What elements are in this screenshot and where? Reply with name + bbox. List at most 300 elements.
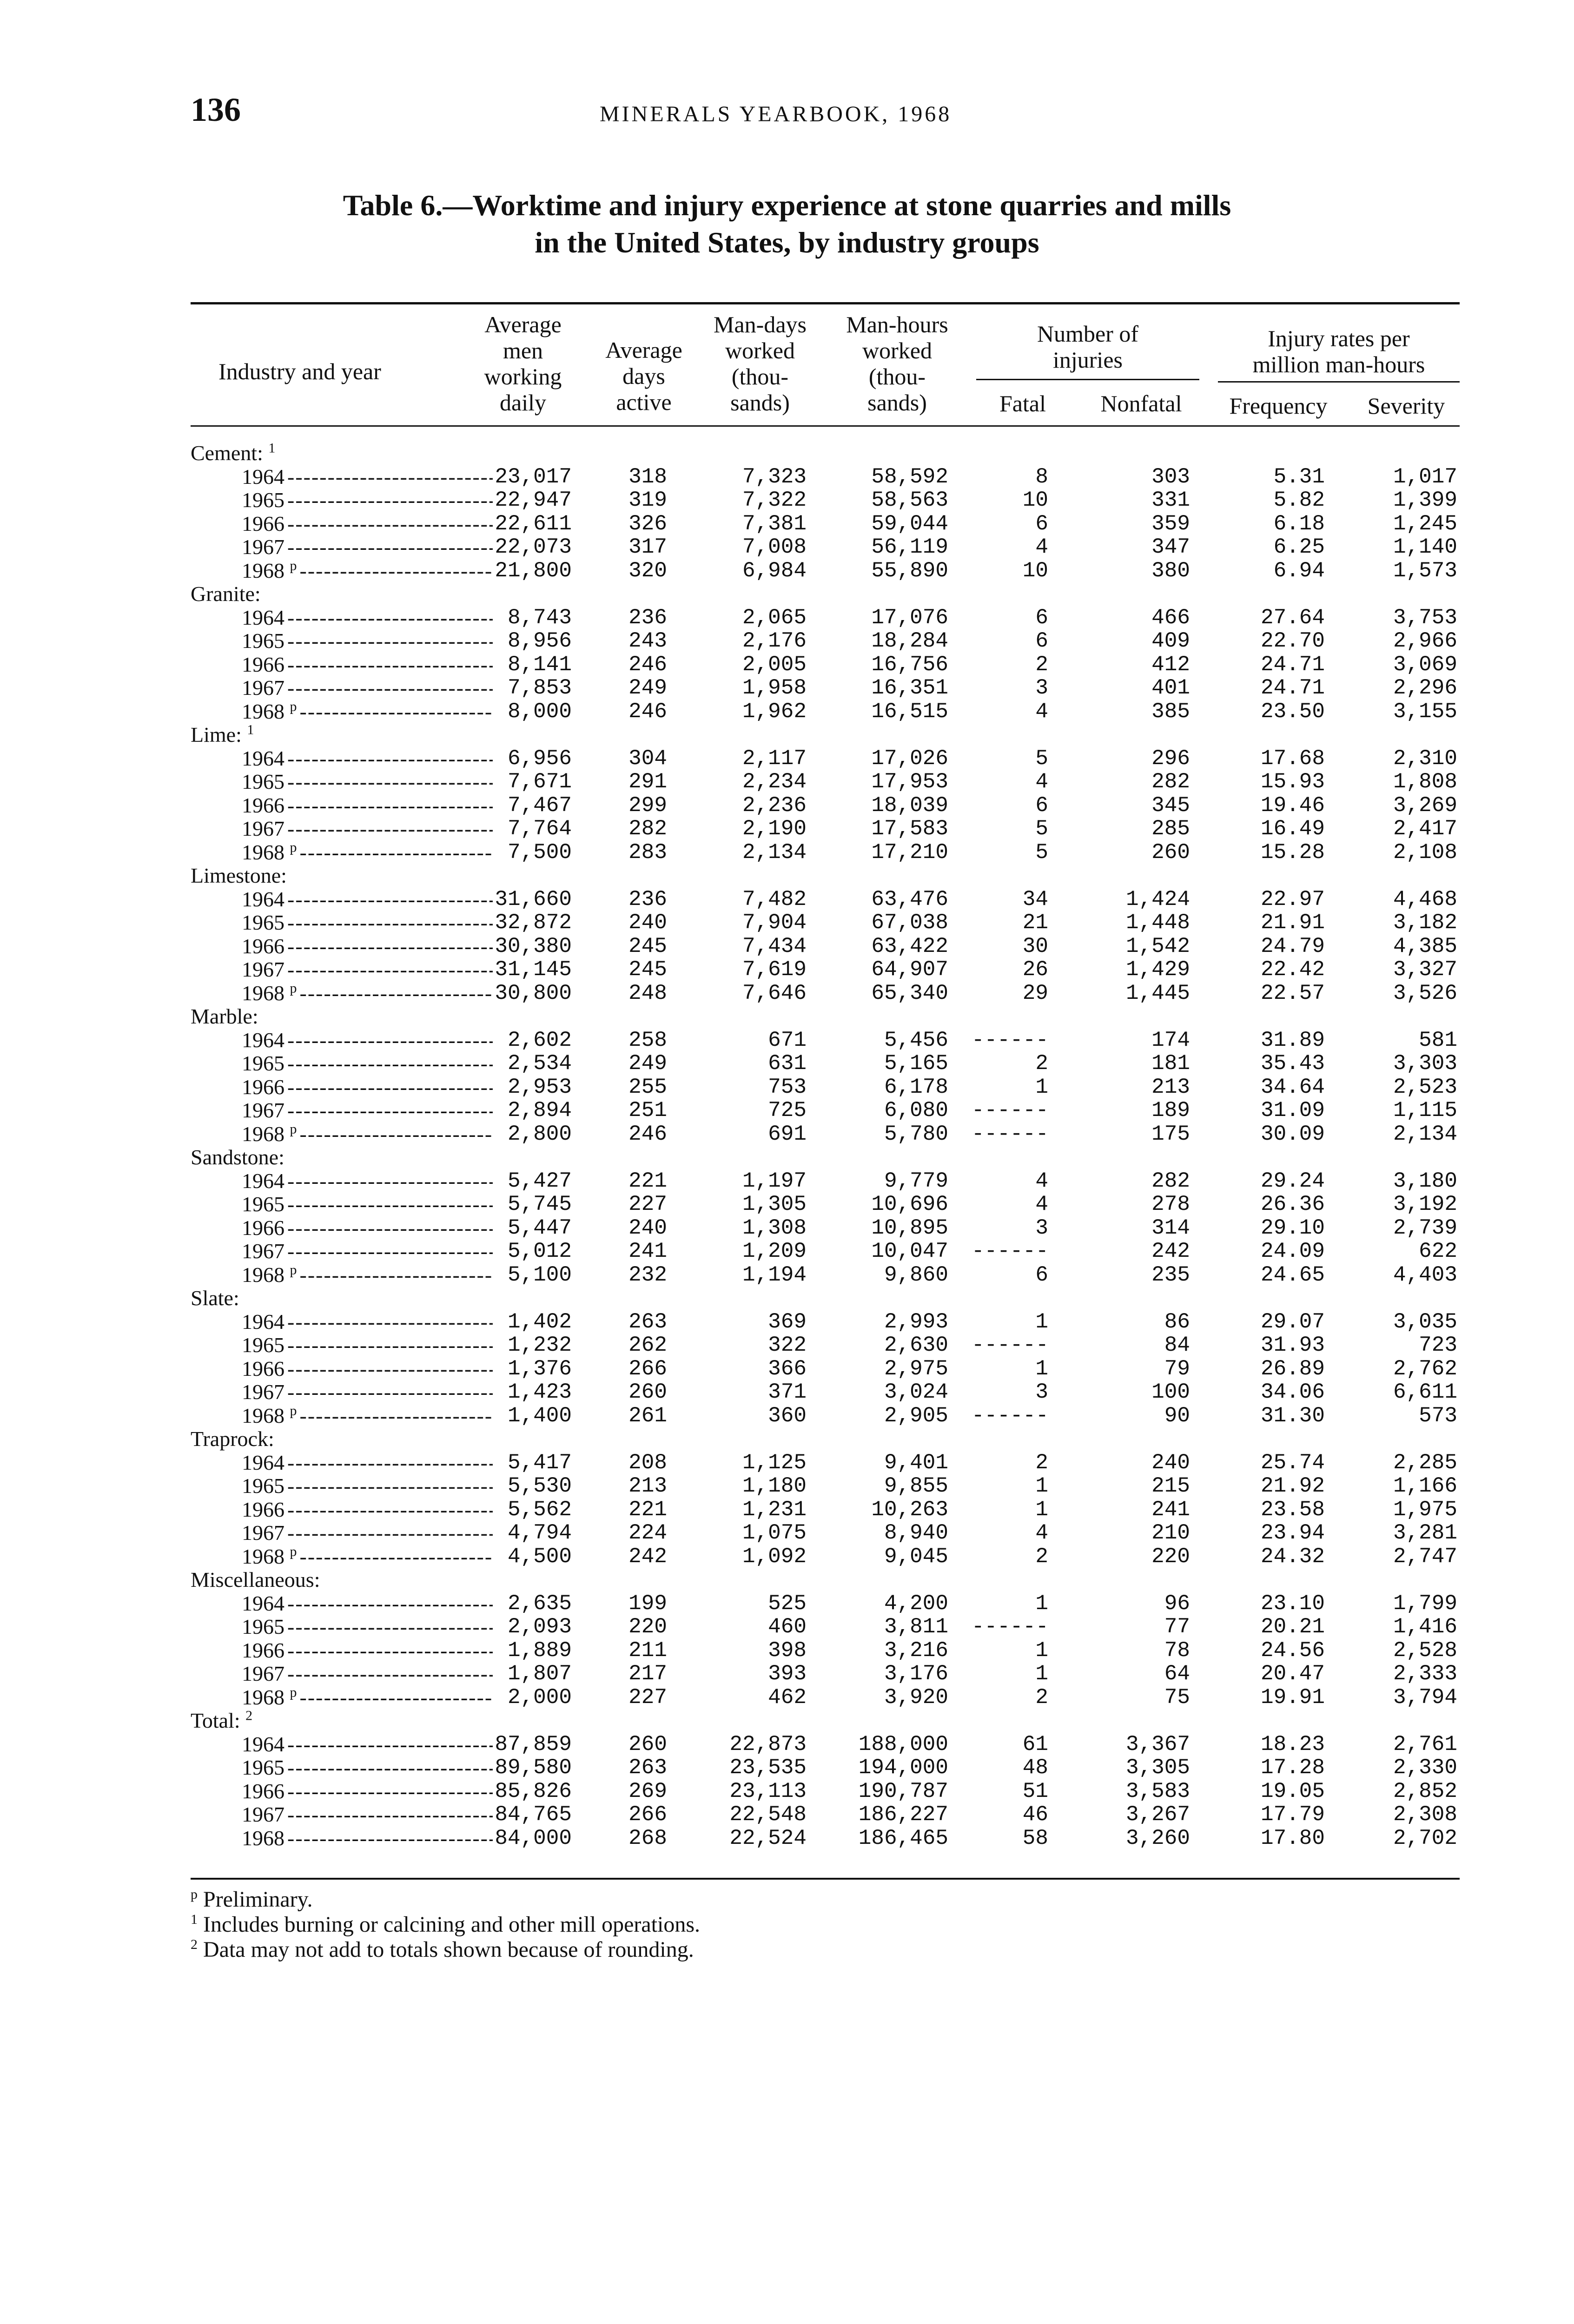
year-text: 1966: [242, 793, 284, 817]
severity-cell: 2,702: [1393, 1826, 1457, 1850]
nonfatal-cell: 347: [1151, 535, 1190, 559]
group-label-text: Limestone:: [191, 864, 287, 887]
running-head: MINERALS YEARBOOK, 1968: [600, 102, 952, 126]
nonfatal-cell: 84: [1164, 1333, 1190, 1357]
avg-days-cell: 246: [628, 699, 667, 724]
man-days-cell: 2,117: [742, 746, 807, 771]
severity-cell: 3,180: [1393, 1169, 1457, 1193]
year-text: 1964: [242, 887, 284, 911]
severity-cell: 3,269: [1393, 793, 1457, 818]
severity-cell: 2,330: [1393, 1756, 1457, 1780]
avg-days-cell: 317: [628, 535, 667, 559]
header-average-men: [470, 311, 576, 416]
man-hours-cell: 18,284: [871, 629, 948, 653]
table-row: [0, 1498, 1574, 1522]
man-hours-cell: 10,895: [871, 1215, 948, 1240]
nonfatal-cell: 282: [1151, 1169, 1190, 1193]
table-row: [0, 465, 1574, 489]
frequency-cell: 24.56: [1260, 1638, 1325, 1663]
frequency-cell: 31.93: [1260, 1333, 1325, 1357]
fatal-cell: 48: [1022, 1756, 1048, 1780]
year-cell: [242, 1803, 493, 1826]
preliminary-mark: p: [290, 559, 297, 574]
year-cell: [242, 1216, 493, 1240]
avg-men-cell: 2,953: [507, 1075, 572, 1099]
year-cell: [242, 1052, 493, 1075]
year-cell: [242, 1193, 493, 1216]
avg-men-cell: 8,141: [507, 652, 572, 677]
man-days-cell: 2,236: [742, 793, 807, 818]
group-label-text: Slate:: [191, 1286, 239, 1310]
severity-cell: 3,526: [1393, 981, 1457, 1005]
severity-cell: 2,285: [1393, 1450, 1457, 1475]
nonfatal-cell: 285: [1151, 817, 1190, 841]
nonfatal-cell: 210: [1151, 1521, 1190, 1545]
fatal-cell: 26: [1022, 957, 1048, 982]
group-label-text: Marble:: [191, 1004, 258, 1028]
frequency-cell: 24.09: [1260, 1239, 1325, 1263]
table-row: [0, 1803, 1574, 1827]
year-cell: [242, 958, 493, 981]
group-label-text: Traprock:: [191, 1427, 274, 1451]
man-days-cell: 631: [768, 1051, 807, 1076]
nonfatal-cell: 213: [1151, 1075, 1190, 1099]
nonfatal-cell: 100: [1151, 1380, 1190, 1404]
avg-men-cell: 1,402: [507, 1309, 572, 1334]
year-cell: [242, 559, 493, 582]
man-days-cell: 1,231: [742, 1497, 807, 1522]
fatal-cell: 1: [1035, 1075, 1048, 1099]
man-days-cell: 22,873: [729, 1732, 807, 1756]
table-row: [0, 559, 1574, 583]
avg-men-cell: 30,800: [495, 981, 572, 1005]
avg-men-cell: 7,467: [507, 793, 572, 818]
fatal-cell: 8: [1035, 464, 1048, 489]
avg-men-cell: 22,611: [495, 511, 572, 536]
man-hours-cell: 2,993: [884, 1309, 948, 1334]
severity-cell: 1,573: [1393, 558, 1457, 583]
table-row: [0, 1099, 1574, 1122]
man-hours-cell: 3,176: [884, 1662, 948, 1686]
frequency-cell: 6.18: [1273, 511, 1325, 536]
year-text: 1968: [242, 1404, 284, 1427]
year-text: 1967: [242, 535, 284, 559]
nonfatal-cell: 345: [1151, 793, 1190, 818]
header-text: daily: [500, 390, 546, 416]
group-row: [0, 442, 1574, 465]
footnote-mark: p: [191, 1887, 198, 1902]
avg-days-cell: 240: [628, 911, 667, 935]
severity-cell: 573: [1419, 1403, 1457, 1428]
footnotes: [191, 1887, 700, 1962]
nonfatal-cell: 278: [1151, 1192, 1190, 1216]
avg-men-cell: 1,889: [507, 1638, 572, 1663]
avg-men-cell: 8,743: [507, 605, 572, 630]
man-hours-cell: 16,756: [871, 652, 948, 677]
header-text: Average: [484, 311, 562, 337]
table-row: [0, 770, 1574, 794]
avg-men-cell: 22,073: [495, 535, 572, 559]
fatal-cell: ------: [972, 1403, 1049, 1428]
man-days-cell: 369: [768, 1309, 807, 1334]
year-cell: [242, 1498, 493, 1521]
preliminary-mark: p: [290, 700, 297, 714]
nonfatal-cell: 3,305: [1125, 1756, 1190, 1780]
year-text: 1965: [242, 1052, 284, 1075]
year-text: 1968: [242, 559, 284, 582]
avg-days-cell: 227: [628, 1192, 667, 1216]
group-row: [0, 1005, 1574, 1029]
man-days-cell: 2,190: [742, 817, 807, 841]
avg-days-cell: 260: [628, 1732, 667, 1756]
avg-days-cell: 248: [628, 981, 667, 1005]
table-title-continued: in the United States, by industry groups: [535, 226, 1039, 259]
man-days-cell: 2,234: [742, 770, 807, 794]
footnote-1: [191, 1912, 700, 1937]
header-nonfatal: Nonfatal: [1100, 390, 1182, 416]
avg-days-cell: 227: [628, 1685, 667, 1710]
frequency-cell: 20.21: [1260, 1615, 1325, 1639]
man-hours-cell: 56,119: [871, 535, 948, 559]
fatal-cell: 51: [1022, 1779, 1048, 1803]
preliminary-mark: p: [290, 1404, 297, 1419]
footnote-preliminary: [191, 1887, 700, 1912]
frequency-cell: 19.91: [1260, 1685, 1325, 1710]
avg-days-cell: 266: [628, 1802, 667, 1827]
footnote-ref: 1: [268, 440, 276, 456]
severity-cell: 2,523: [1393, 1075, 1457, 1099]
table-row: [0, 1029, 1574, 1052]
header-industry-year: Industry and year: [218, 358, 381, 384]
table-row: [0, 747, 1574, 771]
man-days-cell: 753: [768, 1075, 807, 1099]
year-text: 1968: [242, 700, 284, 723]
fatal-cell: 3: [1035, 1380, 1048, 1404]
header-text: worked: [725, 337, 795, 363]
header-text: men: [503, 337, 543, 363]
man-hours-cell: 59,044: [871, 511, 948, 536]
avg-men-cell: 7,764: [507, 817, 572, 841]
severity-cell: 1,017: [1393, 464, 1457, 489]
year-cell: [242, 1545, 493, 1568]
year-cell: [242, 747, 493, 770]
man-hours-cell: 10,696: [871, 1192, 948, 1216]
man-hours-cell: 3,920: [884, 1685, 948, 1710]
nonfatal-cell: 380: [1151, 558, 1190, 583]
avg-days-cell: 221: [628, 1497, 667, 1522]
group-label-text: Granite:: [191, 582, 261, 606]
severity-cell: 2,739: [1393, 1215, 1457, 1240]
man-hours-cell: 17,026: [871, 746, 948, 771]
table-row: [0, 629, 1574, 653]
year-text: 1966: [242, 1216, 284, 1240]
year-text: 1966: [242, 1638, 284, 1662]
avg-men-cell: 5,012: [507, 1239, 572, 1263]
year-cell: [242, 1474, 493, 1498]
man-hours-cell: 9,855: [884, 1474, 948, 1498]
man-hours-cell: 186,227: [858, 1802, 948, 1827]
severity-cell: 2,108: [1393, 840, 1457, 865]
avg-men-cell: 2,602: [507, 1028, 572, 1052]
man-hours-cell: 190,787: [858, 1779, 948, 1803]
year-text: 1965: [242, 911, 284, 934]
man-days-cell: 322: [768, 1333, 807, 1357]
avg-days-cell: 291: [628, 770, 667, 794]
severity-cell: 3,155: [1393, 699, 1457, 724]
avg-days-cell: 251: [628, 1098, 667, 1122]
avg-days-cell: 217: [628, 1662, 667, 1686]
group-row: [0, 582, 1574, 606]
table-row: [0, 512, 1574, 536]
severity-cell: 4,468: [1393, 887, 1457, 911]
avg-days-cell: 299: [628, 793, 667, 818]
man-hours-cell: 2,630: [884, 1333, 948, 1357]
table-row: [0, 1756, 1574, 1780]
avg-days-cell: 260: [628, 1380, 667, 1404]
table-row: [0, 535, 1574, 559]
group-label-text: Lime:: [191, 723, 242, 746]
man-days-cell: 725: [768, 1098, 807, 1122]
header-text: injuries: [1053, 347, 1123, 373]
man-days-cell: 1,305: [742, 1192, 807, 1216]
fatal-cell: ------: [972, 1028, 1049, 1052]
year-text: 1966: [242, 512, 284, 535]
table-row: [0, 489, 1574, 512]
year-cell: [242, 1169, 493, 1193]
avg-days-cell: 221: [628, 1169, 667, 1193]
fatal-cell: 10: [1022, 558, 1048, 583]
man-days-cell: 1,958: [742, 676, 807, 700]
table-row: [0, 817, 1574, 841]
avg-men-cell: 8,956: [507, 629, 572, 653]
man-hours-cell: 6,080: [884, 1098, 948, 1122]
year-cell: [242, 1756, 493, 1779]
year-text: 1965: [242, 1474, 284, 1498]
man-hours-cell: 2,905: [884, 1403, 948, 1428]
year-text: 1967: [242, 1240, 284, 1263]
severity-cell: 3,035: [1393, 1309, 1457, 1334]
avg-days-cell: 232: [628, 1262, 667, 1287]
man-days-cell: 7,646: [742, 981, 807, 1005]
man-days-cell: 23,535: [729, 1756, 807, 1780]
year-cell: [242, 606, 493, 629]
man-days-cell: 1,075: [742, 1521, 807, 1545]
year-cell: [242, 512, 493, 535]
group-label: [191, 582, 261, 606]
severity-cell: 4,403: [1393, 1262, 1457, 1287]
frequency-cell: 22.42: [1260, 957, 1325, 982]
fatal-cell: 1: [1035, 1662, 1048, 1686]
avg-days-cell: 220: [628, 1615, 667, 1639]
man-days-cell: 7,008: [742, 535, 807, 559]
fatal-cell: ------: [972, 1098, 1049, 1122]
nonfatal-cell: 412: [1151, 652, 1190, 677]
nonfatal-cell: 75: [1164, 1685, 1190, 1710]
year-cell: [242, 1686, 493, 1709]
fatal-cell: 2: [1035, 1450, 1048, 1475]
frequency-cell: 30.09: [1260, 1122, 1325, 1146]
man-hours-cell: 186,465: [858, 1826, 948, 1850]
avg-men-cell: 7,853: [507, 676, 572, 700]
frequency-cell: 16.49: [1260, 817, 1325, 841]
avg-days-cell: 258: [628, 1028, 667, 1052]
man-days-cell: 7,322: [742, 488, 807, 512]
man-days-cell: 1,125: [742, 1450, 807, 1475]
frequency-cell: 17.28: [1260, 1756, 1325, 1780]
man-hours-cell: 9,779: [884, 1169, 948, 1193]
year-text: 1965: [242, 489, 284, 512]
fatal-cell: 1: [1035, 1356, 1048, 1381]
avg-men-cell: 2,000: [507, 1685, 572, 1710]
nonfatal-cell: 220: [1151, 1544, 1190, 1569]
nonfatal-cell: 401: [1151, 676, 1190, 700]
group-row: [0, 1568, 1574, 1592]
man-hours-cell: 188,000: [858, 1732, 948, 1756]
year-text: 1965: [242, 629, 284, 653]
year-text: 1967: [242, 1380, 284, 1404]
table-row: [0, 982, 1574, 1005]
header-fatal: Fatal: [999, 390, 1046, 416]
fatal-cell: 6: [1035, 629, 1048, 653]
fatal-cell: 4: [1035, 1169, 1048, 1193]
frequency-cell: 17.80: [1260, 1826, 1325, 1850]
severity-cell: 4,385: [1393, 934, 1457, 958]
nonfatal-cell: 175: [1151, 1122, 1190, 1146]
year-text: 1964: [242, 1169, 284, 1193]
table-row: [0, 911, 1574, 935]
table-title: Table 6.—Worktime and injury experience at stone quarries and mills: [343, 189, 1231, 222]
man-hours-cell: 5,456: [884, 1028, 948, 1052]
header-severity: Severity: [1367, 393, 1445, 419]
table-row: [0, 1076, 1574, 1099]
severity-cell: 1,808: [1393, 770, 1457, 794]
frequency-cell: 22.97: [1260, 887, 1325, 911]
avg-men-cell: 2,093: [507, 1615, 572, 1639]
man-days-cell: 1,209: [742, 1239, 807, 1263]
man-days-cell: 2,065: [742, 605, 807, 630]
nonfatal-cell: 174: [1151, 1028, 1190, 1052]
year-cell: [242, 489, 493, 512]
man-hours-cell: 58,563: [871, 488, 948, 512]
table-row: [0, 1474, 1574, 1498]
footnote-text: Preliminary.: [203, 1887, 313, 1912]
header-bottom-rule: [191, 425, 1460, 427]
avg-men-cell: 5,447: [507, 1215, 572, 1240]
nonfatal-cell: 77: [1164, 1615, 1190, 1639]
severity-cell: 2,747: [1393, 1544, 1457, 1569]
avg-men-cell: 5,745: [507, 1192, 572, 1216]
avg-men-cell: 22,947: [495, 488, 572, 512]
nonfatal-cell: 1,424: [1125, 887, 1190, 911]
nonfatal-cell: 303: [1151, 464, 1190, 489]
table-bottom-rule: [191, 1878, 1460, 1880]
man-days-cell: 7,381: [742, 511, 807, 536]
fatal-cell: 5: [1035, 817, 1048, 841]
man-hours-cell: 58,592: [871, 464, 948, 489]
nonfatal-cell: 3,583: [1125, 1779, 1190, 1803]
avg-days-cell: 282: [628, 817, 667, 841]
fatal-cell: 4: [1035, 699, 1048, 724]
man-days-cell: 22,524: [729, 1826, 807, 1850]
man-hours-cell: 63,422: [871, 934, 948, 958]
nonfatal-cell: 466: [1151, 605, 1190, 630]
fatal-cell: 1: [1035, 1638, 1048, 1663]
table-row: [0, 794, 1574, 818]
year-text: 1966: [242, 1498, 284, 1521]
avg-days-cell: 263: [628, 1756, 667, 1780]
man-hours-cell: 194,000: [858, 1756, 948, 1780]
avg-days-cell: 213: [628, 1474, 667, 1498]
footnote-ref: 1: [247, 722, 254, 738]
man-hours-cell: 4,200: [884, 1591, 948, 1616]
man-hours-cell: 5,165: [884, 1051, 948, 1076]
year-cell: [242, 935, 493, 958]
nonfatal-cell: 241: [1151, 1497, 1190, 1522]
severity-cell: 3,327: [1393, 957, 1457, 982]
table-row: [0, 1451, 1574, 1475]
year-cell: [242, 1263, 493, 1287]
fatal-cell: 2: [1035, 652, 1048, 677]
severity-cell: 723: [1419, 1333, 1457, 1357]
fatal-cell: 6: [1035, 511, 1048, 536]
group-label: [191, 442, 275, 465]
frequency-cell: 6.94: [1273, 558, 1325, 583]
year-cell: [242, 1592, 493, 1615]
table-row: [0, 606, 1574, 630]
page-number: 136: [191, 91, 241, 128]
rates-subrule: [1218, 381, 1460, 383]
table-row: [0, 1827, 1574, 1850]
group-row: [0, 1709, 1574, 1733]
avg-days-cell: 304: [628, 746, 667, 771]
group-row: [0, 1427, 1574, 1451]
fatal-cell: 61: [1022, 1732, 1048, 1756]
group-label: [191, 1005, 258, 1028]
man-days-cell: 691: [768, 1122, 807, 1146]
group-label-text: Cement:: [191, 441, 263, 465]
table-row: [0, 1263, 1574, 1287]
fatal-cell: 34: [1022, 887, 1048, 911]
group-label: [191, 1427, 274, 1451]
nonfatal-cell: 181: [1151, 1051, 1190, 1076]
nonfatal-cell: 3,367: [1125, 1732, 1190, 1756]
nonfatal-cell: 296: [1151, 746, 1190, 771]
avg-men-cell: 1,423: [507, 1380, 572, 1404]
fatal-cell: 29: [1022, 981, 1048, 1005]
avg-men-cell: 5,100: [507, 1262, 572, 1287]
footnote-ref: 2: [245, 1708, 253, 1723]
avg-days-cell: 199: [628, 1591, 667, 1616]
frequency-cell: 31.09: [1260, 1098, 1325, 1122]
header-text: Man-hours: [846, 311, 948, 337]
nonfatal-cell: 215: [1151, 1474, 1190, 1498]
man-hours-cell: 8,940: [884, 1521, 948, 1545]
frequency-cell: 17.79: [1260, 1802, 1325, 1827]
year-text: 1968: [242, 1545, 284, 1568]
avg-men-cell: 5,562: [507, 1497, 572, 1522]
man-days-cell: 2,176: [742, 629, 807, 653]
nonfatal-cell: 1,542: [1125, 934, 1190, 958]
year-cell: [242, 1521, 493, 1545]
severity-cell: 2,310: [1393, 746, 1457, 771]
avg-men-cell: 87,859: [495, 1732, 572, 1756]
preliminary-mark: p: [290, 1545, 297, 1559]
man-days-cell: 393: [768, 1662, 807, 1686]
nonfatal-cell: 64: [1164, 1662, 1190, 1686]
man-days-cell: 6,984: [742, 558, 807, 583]
frequency-cell: 6.25: [1273, 535, 1325, 559]
fatal-cell: 1: [1035, 1497, 1048, 1522]
